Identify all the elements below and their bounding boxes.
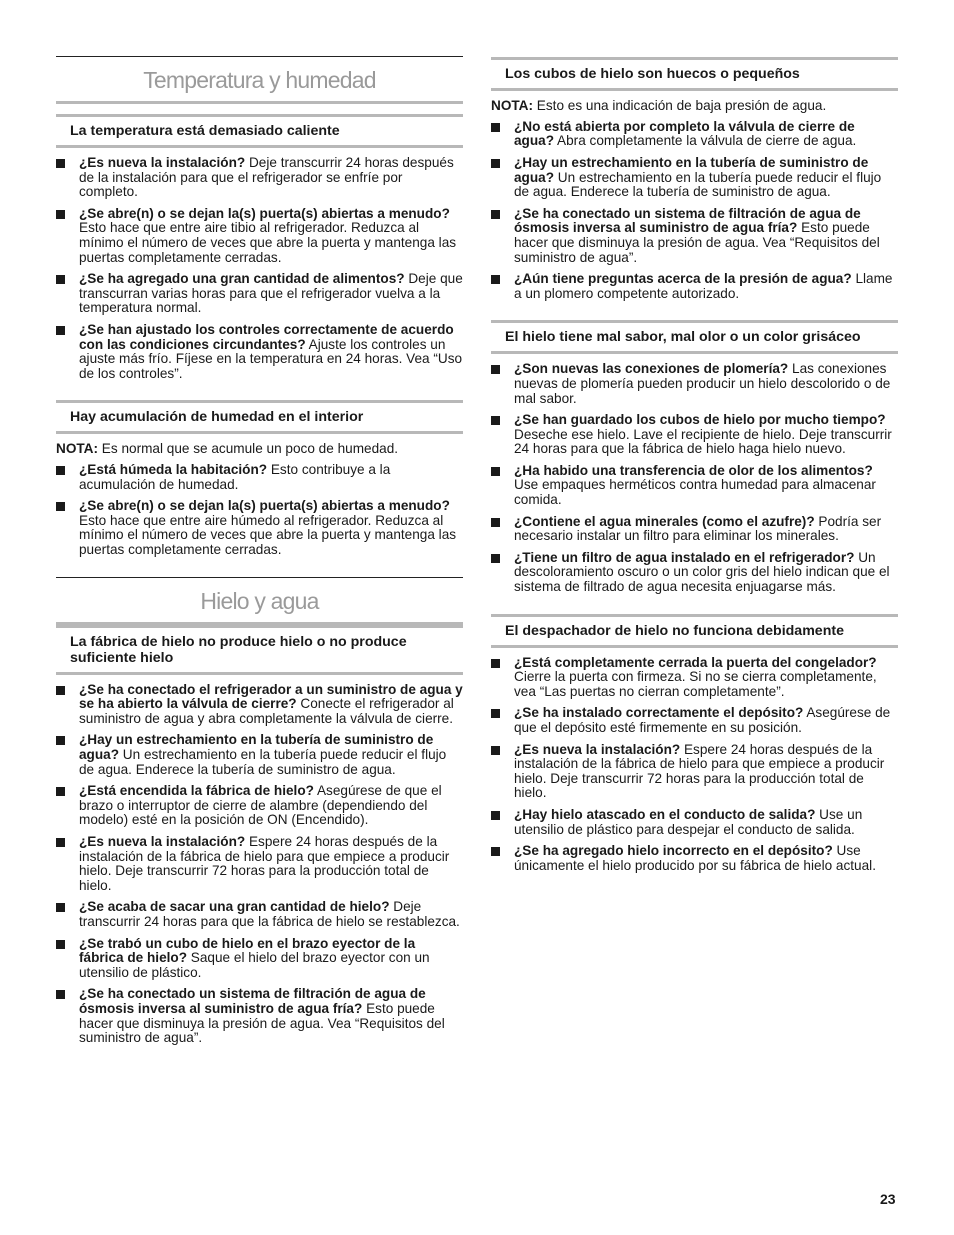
item-answer: Use un utensilio de plástico para despejar el conducto de salida. [514,806,863,837]
square-bullet-icon [491,554,500,563]
item-question: ¿Se han ajustado los controles correctamente de acuerdo con las condiciones circundantes? [79,321,454,352]
list-item [491,207,898,265]
item-answer: Saque el hielo del brazo eyector con un utensilio de plástico. [79,950,430,980]
square-bullet-icon [56,838,65,847]
bullet-list [491,120,898,302]
subsection-heading: La fábrica de hielo no produce hielo o no produce suficiente hielo [56,625,463,675]
note-text: Es normal que se acumule un poco de humedad. [98,441,399,457]
subsection-heading: El hielo tiene mal sabor, mal olor o un color grisáceo [491,320,898,354]
item-question: ¿Es nueva la instalación? [79,155,246,170]
item-answer: Use únicamente el hielo producido por su fábrica de hielo actual. [514,843,876,873]
bullet-list [491,656,898,874]
list-item [491,656,898,700]
item-answer: Conecte el refrigerador al suministro de agua y abra completamente la válvula de cierre. [79,696,454,726]
square-bullet-icon [491,210,500,219]
square-bullet-icon [56,940,65,949]
item-question: ¿Hay hielo atascado en el conducto de salida? [514,806,816,822]
list-item [56,835,463,893]
list-item [56,733,463,777]
item-answer: Un estrechamiento en la tubería puede reducir el flujo de agua. Enderece la tubería de suministro de agua. [79,747,447,777]
square-bullet-icon [56,502,65,511]
item-question: ¿Son nuevas las conexiones de plomería? [514,361,789,377]
section-title: Hielo y agua [200,587,319,614]
section-header-ice-water [56,577,463,625]
section-title: Temperatura y humedad [143,67,376,93]
square-bullet-icon [56,275,65,284]
item-question: ¿Se ha conectado un sistema de filtración de agua de ósmosis inversa al suministro de agua fría? [514,205,861,236]
list-item [56,499,463,557]
subsection-heading: La temperatura está demasiado caliente [56,114,463,148]
square-bullet-icon [56,466,65,475]
list-item [56,683,463,727]
item-question: ¿Se han guardado los cubos de hielo por mucho tiempo? [514,412,886,428]
section-header-temperature [56,56,463,104]
list-item [491,413,898,457]
item-answer: Esto hace que entre aire húmedo al refrigerador. Reduzca al mínimo el número de veces que abre la puerta y mantenga las puertas completamente cerradas. [79,512,457,558]
note-text: Esto es una indicación de baja presión de agua. [533,98,827,113]
list-item [491,362,898,406]
item-answer: Un descoloramiento oscuro o un color gris del hielo indican que el sistema de filtrado de agua necesita enjuagarse más. [514,549,890,595]
note [491,99,898,114]
item-answer: Las conexiones nuevas de plomería pueden producir un hielo descolorido o de mal sabor. [514,361,891,406]
square-bullet-icon [491,123,500,132]
item-question: ¿Se trabó un cubo de hielo en el brazo eyector de la fábrica de hielo? [79,935,416,966]
list-item [56,323,463,381]
item-question: ¿Está completamente cerrada la puerta del congelador? [514,654,877,670]
item-question: ¿Es nueva la instalación? [514,741,681,757]
bullet-list [56,156,463,381]
list-item [491,156,898,200]
bullet-list [491,362,898,594]
square-bullet-icon [56,159,65,168]
square-bullet-icon [56,686,65,695]
item-question: ¿Tiene un filtro de agua instalado en el refrigerador? [514,549,855,565]
item-answer: Deseche ese hielo. Lave el recipiente de hielo. Deje transcurrir 24 horas para que la fábrica de hielo haga hielo nuevo. [514,426,892,457]
item-question: ¿Ha habido una transferencia de olor de los alimentos? [514,462,873,478]
square-bullet-icon [491,847,500,856]
square-bullet-icon [491,467,500,476]
item-question: ¿No está abierta por completo la válvula de cierre de agua? [514,118,855,149]
list-item [491,743,898,801]
item-answer: Ajuste los controles un ajuste más frío. Fíjese en la temperatura en 24 horas. Vea “Uso de los controles”. [79,336,463,381]
list-item [491,808,898,837]
square-bullet-icon [491,416,500,425]
item-question: ¿Aún tiene preguntas acerca de la presión de agua? [514,271,852,287]
item-question: ¿Se ha agregado hielo incorrecto en el depósito? [514,843,833,859]
bullet-list [56,683,463,1046]
item-question: ¿Se acaba de sacar una gran cantidad de hielo? [79,899,390,915]
item-question: ¿Se ha agregado una gran cantidad de alimentos? [79,271,405,287]
item-question: ¿Es nueva la instalación? [79,834,246,850]
bullet-list [56,463,463,558]
list-item [491,551,898,595]
square-bullet-icon [491,365,500,374]
square-bullet-icon [491,659,500,668]
list-item [491,706,898,735]
square-bullet-icon [491,709,500,718]
item-answer: Deje transcurrir 24 horas después de la instalación para que el refrigerador se enfríe por completo. [79,155,454,200]
item-answer: Use empaques herméticos contra humedad para almacenar comida. [514,477,876,508]
right-column [491,0,898,892]
subsection-body [491,91,898,320]
item-answer: Deje que transcurran varias horas para que el refrigerador vuelva a la temperatura normal. [79,271,463,316]
list-item [491,272,898,301]
subsection-body [56,675,463,1065]
list-item [491,120,898,149]
subsection-heading: El despachador de hielo no funciona debidamente [491,614,898,648]
list-item [56,207,463,265]
list-item [491,844,898,873]
item-answer: Podría ser necesario instalar un filtro para eliminar los minerales. [514,513,882,544]
item-answer: Esto contribuye a la acumulación de humedad. [79,462,391,492]
square-bullet-icon [56,210,65,219]
list-item [56,156,463,200]
list-item [491,515,898,544]
item-question: ¿Se abre(n) o se dejan la(s) puerta(s) abiertas a menudo? [79,498,450,514]
item-answer: Espere 24 horas después de la instalación de la fábrica de hielo para que empiece a producir hielo. Deje transcurrir 72 horas para la producción total de hielo. [79,834,450,893]
list-item [56,272,463,316]
item-question: ¿Se ha instalado correctamente el depósito? [514,705,804,721]
item-answer: Un estrechamiento en la tubería puede reducir el flujo de agua. Enderece la tubería de suministro de agua. [514,169,882,200]
note [56,442,463,457]
item-answer: Cierre la puerta con firmeza. Si no se cierra completamente, vea “Las puertas no cierran completamente”. [514,669,877,699]
subsection-heading: Los cubos de hielo son huecos o pequeños [491,57,898,91]
square-bullet-icon [56,736,65,745]
item-question: ¿Contiene el agua minerales (como el azufre)? [514,513,815,529]
square-bullet-icon [56,903,65,912]
list-item [56,900,463,929]
square-bullet-icon [491,746,500,755]
square-bullet-icon [491,811,500,820]
note-label: NOTA: [491,98,534,113]
square-bullet-icon [491,159,500,168]
item-question: ¿Está húmeda la habitación? [79,462,268,478]
square-bullet-icon [491,275,500,284]
list-item [56,987,463,1045]
item-question: ¿Hay un estrechamiento en la tubería de suministro de agua? [514,154,869,185]
item-answer: Llame a un plomero competente autorizado. [514,271,893,301]
item-answer: Esto puede hacer que disminuya la presión de agua. Vea “Requisitos del suministro de agua”. [79,1000,445,1046]
list-item [56,784,463,828]
subsection-body [56,148,463,400]
list-item [491,464,898,508]
item-answer: Esto hace que entre aire tibio al refrigerador. Reduzca al mínimo el número de veces que abre la puerta y mantenga las puertas completamente cerradas. [79,220,457,265]
item-answer: Espere 24 horas después de la instalación de la fábrica de hielo para que empiece a producir hielo. Deje transcurrir 72 horas para la producción total de hielo. [514,741,885,801]
item-question: ¿Se ha conectado el refrigerador a un suministro de agua y se ha abierto la válvula de cierre? [79,681,463,712]
subsection-body [56,434,463,576]
square-bullet-icon [491,518,500,527]
square-bullet-icon [56,326,65,335]
subsection-heading: Hay acumulación de humedad en el interior [56,400,463,434]
list-item [56,463,463,492]
square-bullet-icon [56,990,65,999]
subsection-body [491,354,898,613]
item-answer: Asegúrese de que el depósito esté firmemente en su posición. [514,705,891,736]
item-answer: Esto puede hacer que disminuya la presión de agua. Vea “Requisitos del suministro de agua”. [514,220,880,265]
subsection-body [491,648,898,893]
square-bullet-icon [56,787,65,796]
item-question: ¿Se abre(n) o se dejan la(s) puerta(s) abiertas a menudo? [79,205,450,221]
note-label: NOTA: [56,441,99,457]
item-question: ¿Se ha conectado un sistema de filtración de agua de ósmosis inversa al suministro de agua fría? [79,986,426,1016]
item-answer: Abra completamente la válvula de cierre de agua. [554,133,857,149]
item-answer: Deje transcurrir 24 horas para que la fábrica de hielo se restablezca. [79,899,460,929]
list-item [56,937,463,981]
page-number: 23 [880,1191,896,1207]
left-column [56,0,463,1065]
item-answer: Asegúrese de que el brazo o interruptor de cierre de alambre (dependiendo del modelo) esté en la posición de ON (Encendido). [79,783,442,828]
item-question: ¿Está encendida la fábrica de hielo? [79,783,314,799]
item-question: ¿Hay un estrechamiento en la tubería de suministro de agua? [79,732,434,763]
